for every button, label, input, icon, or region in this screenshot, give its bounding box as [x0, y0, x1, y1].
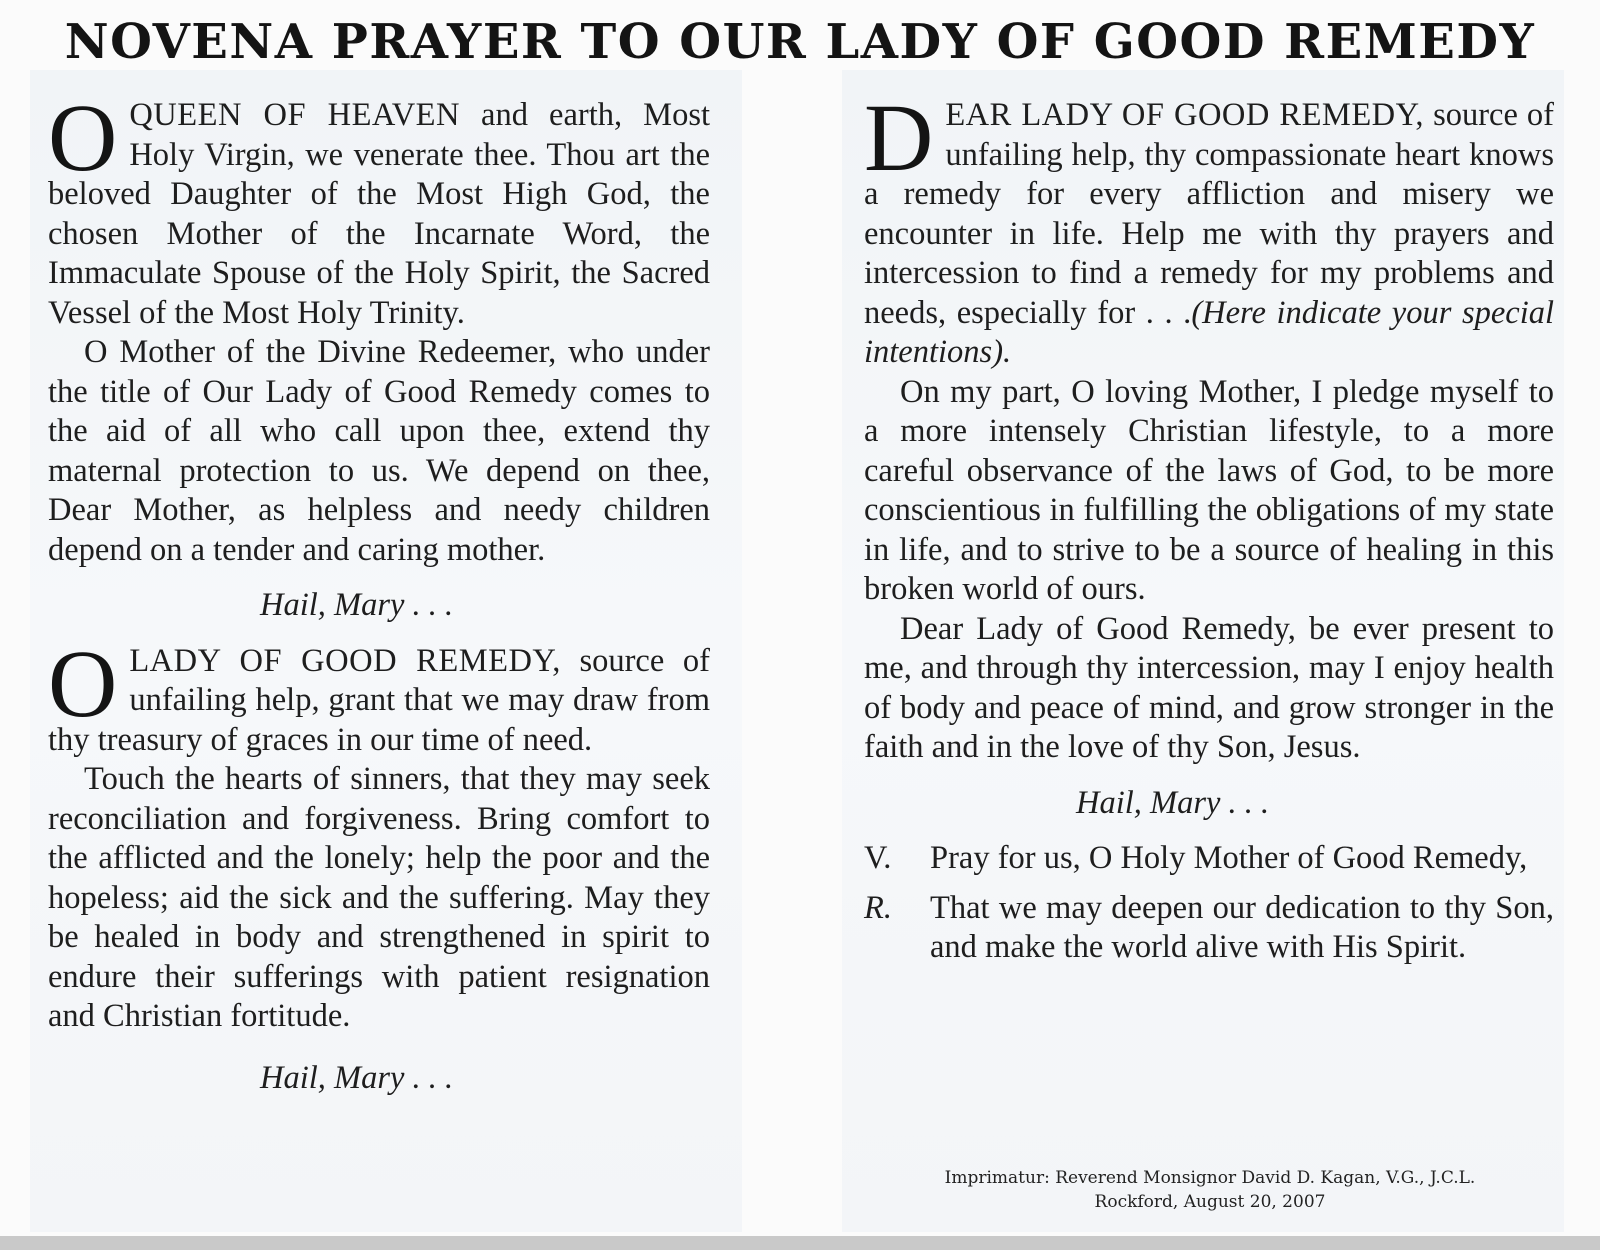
drop-cap: O [48, 629, 118, 737]
lead-caps: LADY OF GOOD REMEDY, [129, 642, 561, 679]
response-text: That we may deepen our dedication to thy Son, and make the world alive with His Spirit. [930, 889, 1554, 965]
versicle [864, 839, 1554, 879]
paragraph-text: source of unfailing help, thy compassionate heart knows a remedy for every affliction and misery we encounter in life. Help me with thy prayers and intercession to find a remedy for my problems and needs, especially for . . . [864, 97, 1554, 331]
hail-mary-line: Hail, Mary . . . [1076, 784, 1270, 821]
paragraph-touch-the-hearts: Touch the hearts of sinners, that they may seek reconciliation and forgiveness. Bring comfort to the afflicted and the lonely; help the poor and the hopeless; aid the sick and the suffering. May they be healed in body and strengthened in spirit to endure their sufferings with patient resignation and Christian fortitude. [48, 761, 710, 1034]
paragraph-text: source of unfailing help, grant that we may draw from thy treasury of graces in our time of need. [48, 642, 710, 758]
imprimatur-place-date: Rockford, August 20, 2007 [1094, 1192, 1326, 1212]
page-title: NOVENA PRAYER TO OUR LADY OF GOOD REMEDY [64, 14, 1536, 70]
right-column [864, 84, 1554, 968]
paragraph-dear-lady [864, 84, 1554, 373]
paragraph-lady-of-good-remedy [48, 629, 710, 761]
left-column [48, 84, 710, 1114]
lead-caps: EAR LADY OF GOOD REMEDY, [945, 97, 1425, 133]
imprimatur [860, 1166, 1560, 1214]
drop-cap: D [864, 84, 934, 191]
paragraph-text: and earth, Most Holy Virgin, we venerate thee. Thou art the beloved Daughter of the Most High God, the chosen Mother of the Incarnate Word, the Immaculate Spouse of the Holy Spirit, the Sacred Vessel of the Most Holy Trinity. [48, 97, 710, 331]
special-intentions-note: (Here indicate your special intentions). [864, 294, 1554, 370]
paragraph-on-my-part: On my part, O loving Mother, I pledge myself to a more intensely Christian lifestyle, to a more careful observance of the laws of God, to be more conscientious in fulfilling the obligations of my state in life, and to strive to be a source of healing in this broken world of ours. [864, 373, 1554, 607]
response-label: R. [864, 889, 892, 926]
drop-cap: O [48, 84, 118, 191]
paragraph-queen-of-heaven [48, 84, 710, 333]
imprimatur-line: Imprimatur: Reverend Monsignor David D. Kagan, V.G., J.C.L. [944, 1168, 1476, 1188]
hail-mary-line: Hail, Mary . . . [260, 1059, 454, 1096]
versicle-text: Pray for us, O Holy Mother of Good Remedy, [930, 840, 1528, 876]
hail-mary-line: Hail, Mary . . . [260, 587, 454, 623]
response [864, 889, 1554, 968]
paragraph-be-ever-present: Dear Lady of Good Remedy, be ever present to me, and through thy intercession, may I enjoy health of body and peace of mind, and grow stronger in the faith and in the love of thy Son, Jesus. [864, 610, 1554, 765]
versicle-label: V. [864, 840, 892, 876]
lead-caps: QUEEN OF HEAVEN [129, 97, 460, 133]
paragraph-mother-of-redeemer: O Mother of the Divine Redeemer, who under the title of Our Lady of Good Remedy comes to the aid of all who call upon thee, extend thy maternal protection to us. We depend on thee, Dear Mother, as helpless and needy children depend on a tender and caring mother. [48, 334, 710, 568]
bottom-border [0, 1236, 1600, 1250]
